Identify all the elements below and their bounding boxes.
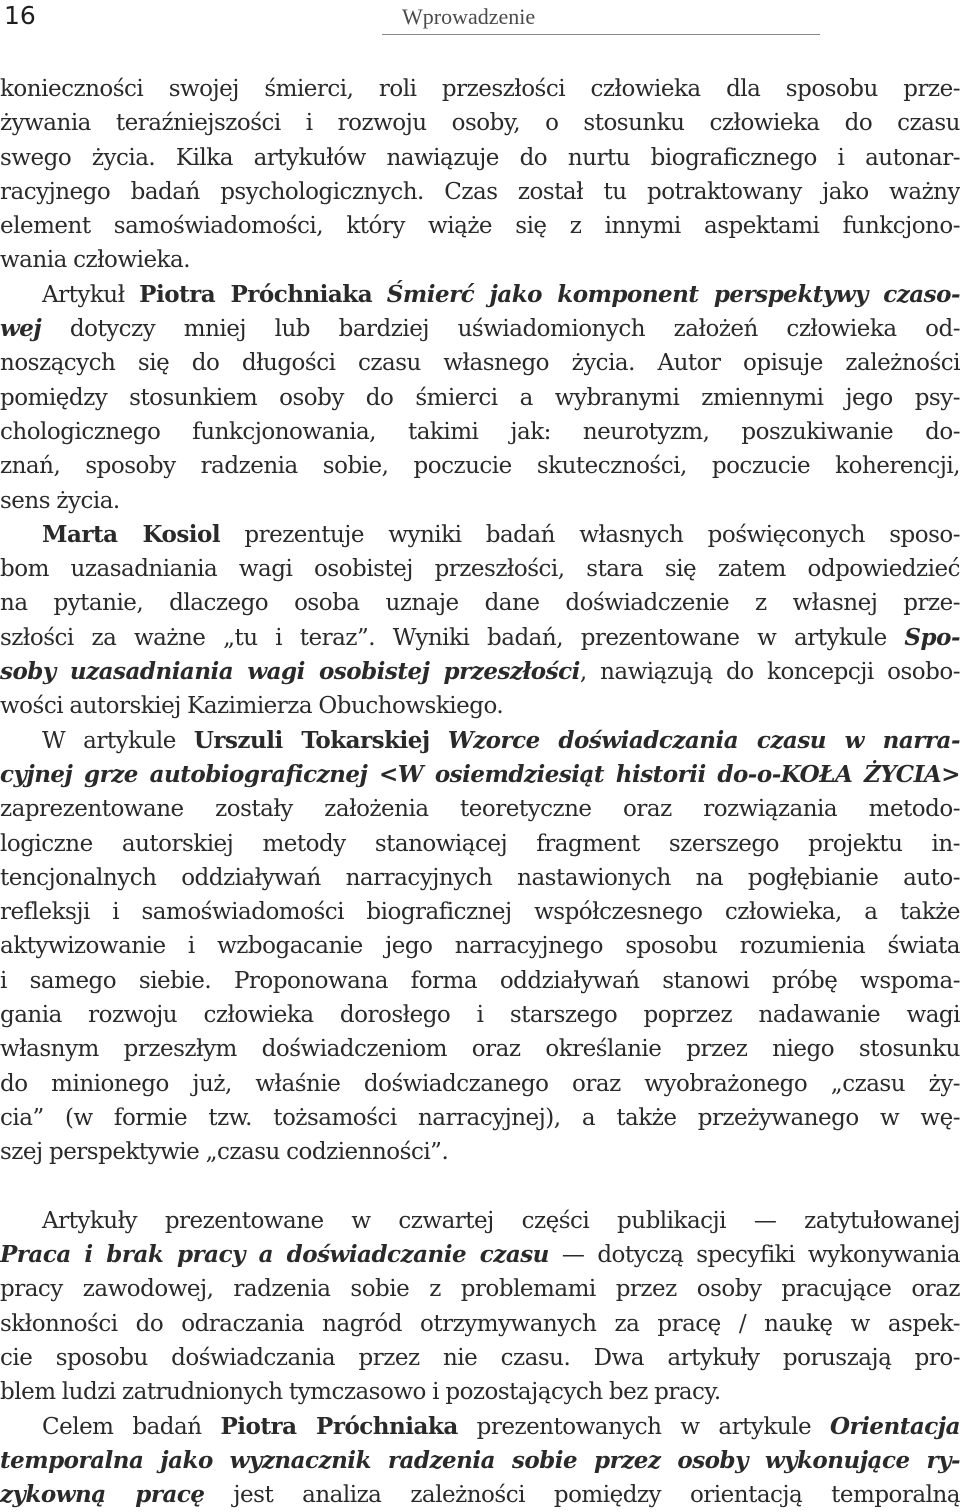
text-line: noszących się do długości czasu własnego życia. Autor opisuje zależności xyxy=(0,350,960,377)
text-line: swego życia. Kilka artykułów nawiązuje do nurtu biograficznego i autonar- xyxy=(0,144,960,171)
header-rule xyxy=(382,34,820,35)
text-line: do minionego już, właśnie doświadczanego oraz wyobrażonego „czasu ży- xyxy=(0,1070,960,1097)
article-title: wej xyxy=(0,315,42,343)
text-line: konieczności swojej śmierci, roli przeszłości człowieka dla sposobu prze- xyxy=(0,76,960,102)
article-title-line: temporalna jako wyznacznik radzenia sobie przez osoby wykonujące ry- xyxy=(0,1446,960,1474)
article-title: soby uzasadniania wagi osobistej przeszłości xyxy=(0,658,580,686)
text-run xyxy=(430,728,448,754)
page-number: 16 xyxy=(4,1,36,30)
text-run: dotyczy mniej lub bardziej uświadomionych założeń człowieka od- xyxy=(41,316,960,343)
author-name: Urszuli Tokarskiej xyxy=(193,726,430,754)
article-title-line: cyjnej grze autobiograficznej <W osiemdziesiąt historii do-o-KOŁA ŻYCIA> xyxy=(0,760,960,788)
text-line: cie sposobu doświadczania przez nie czasu. Dwa artykuły poruszają pro- xyxy=(0,1344,960,1371)
text-line: skłonności do odraczania nagród otrzymywanych za pracę / naukę w aspek- xyxy=(0,1310,960,1337)
text-line: cia” (w formie tzw. tożsamości narracyjnej), a także przeżywanego w wę- xyxy=(0,1104,960,1131)
text-line: Artykuły prezentowane w czwartej części publikacji — zatytułowanej xyxy=(42,1207,960,1234)
text-line xyxy=(0,655,960,689)
text-line: szej perspektywie „czasu codzienności”. xyxy=(0,1139,449,1166)
text-run xyxy=(372,282,387,308)
text-line xyxy=(0,312,960,346)
text-run: Artykuł xyxy=(42,281,140,308)
text-line: pracy zawodowej, radzenia sobie z problemami przez osoby pracujące oraz xyxy=(0,1276,960,1303)
text-run: szłości za ważne „tu i teraz”. Wyniki badań, prezentowane w artykule xyxy=(0,624,905,651)
text-line: chologicznego funkcjonowania, takimi jak: neurotyzm, poszukiwanie do- xyxy=(0,418,960,445)
text-line: wości autorskiej Kazimierza Obuchowskiego. xyxy=(0,693,504,720)
text-line: racyjnego badań psychologicznych. Czas został tu potraktowany jako ważny xyxy=(0,178,960,205)
page-header xyxy=(0,0,960,36)
text-line xyxy=(0,278,960,312)
running-head: Wprowadzenie xyxy=(402,4,536,29)
text-run: — dotyczą specyfiki wykonywania xyxy=(548,1242,960,1269)
article-title: Orientacja xyxy=(829,1412,960,1440)
text-line: refleksji i samoświadomości biograficznej współczesnego człowieka, a także xyxy=(0,899,960,926)
text-line: gania rozwoju człowieka dorosłego i starszego poprzez nadawanie wagi xyxy=(0,1002,960,1029)
text-line: tencjonalnych oddziaływań narracyjnych nastawionych na pogłębianie auto- xyxy=(0,864,960,891)
text-line: na pytanie, dlaczego osoba uznaje dane doświadczenie z własnej prze- xyxy=(0,590,960,617)
section-gap xyxy=(0,1170,960,1204)
text-line xyxy=(0,518,960,552)
text-run: prezentuje wyniki badań własnych poświęconych sposo- xyxy=(220,521,960,548)
text-line: element samoświadomości, który wiąże się z innymi aspektami funkcjono- xyxy=(0,213,960,240)
text-line: i samego siebie. Proponowana forma oddziaływań stanowi próbę wspoma- xyxy=(0,967,960,994)
author-name: Piotra Próchniaka xyxy=(220,1412,458,1440)
text-line: logiczne autorskiej metody stanowiącej fragment szerszego projektu in- xyxy=(0,830,960,857)
text-run: jest analiza zależności pomiędzy orientacją temporalną xyxy=(204,1482,960,1509)
body-text xyxy=(0,72,960,1512)
text-run: W artykule xyxy=(42,727,194,754)
text-line: bom uzasadniania wagi osobistej przeszłości, stara się zatem odpowiedzieć xyxy=(0,556,960,583)
author-name: Marta Kosiol xyxy=(42,520,221,548)
article-title: Śmierć jako komponent perspektywy czaso- xyxy=(386,280,960,308)
text-line: żywania teraźniejszości i rozwoju osoby, o stosunku człowieka do czasu xyxy=(0,110,960,137)
text-line: sens życia. xyxy=(0,487,120,514)
article-title: zykowną pracę xyxy=(0,1481,205,1509)
text-line xyxy=(0,724,960,758)
text-line xyxy=(0,1238,960,1272)
text-run: Celem badań xyxy=(42,1413,221,1440)
text-line: blem ludzi zatrudnionych tymczasowo i pozostających bez pracy. xyxy=(0,1379,721,1406)
text-line xyxy=(0,621,960,655)
article-title: Spo- xyxy=(904,623,960,651)
text-line: pomiędzy stosunkiem osoby do śmierci a wybranymi zmiennymi jego psy- xyxy=(0,384,960,411)
text-line: znań, sposoby radzenia sobie, poczucie skuteczności, poczucie koherencji, xyxy=(0,453,960,480)
text-line: aktywizowanie i wzbogacanie jego narracyjnego sposobu rozumienia świata xyxy=(0,933,960,960)
text-line: zaprezentowane zostały założenia teoretyczne oraz rozwiązania metodo- xyxy=(0,796,960,823)
author-name: Piotra Próchniaka xyxy=(139,280,373,308)
text-line xyxy=(0,1410,960,1444)
text-line xyxy=(0,1478,960,1512)
text-line: własnym przeszłym doświadczeniom oraz określanie przez niego stosunku xyxy=(0,1036,960,1063)
text-line: wania człowieka. xyxy=(0,247,191,274)
text-run: prezentowanych w artykule xyxy=(457,1413,830,1440)
article-title: Wzorce doświadczania czasu w narra- xyxy=(447,726,960,754)
text-run: , nawiązują do koncepcji osobo- xyxy=(579,659,960,686)
part-title: Praca i brak pracy a doświadczanie czasu xyxy=(0,1241,549,1269)
